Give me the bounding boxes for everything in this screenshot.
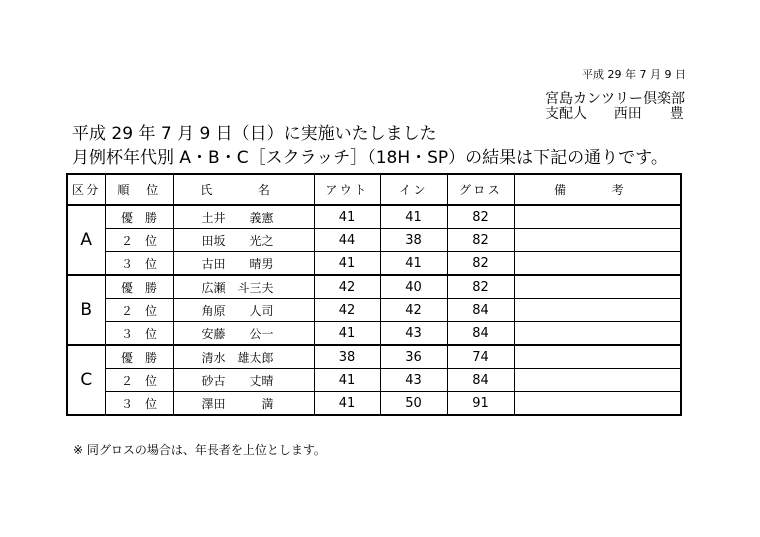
division-cell: A [67, 205, 105, 275]
table-row [67, 252, 681, 276]
in-score-cell: 42 [380, 299, 447, 322]
division-cell: B [67, 275, 105, 345]
remarks-cell [514, 205, 681, 229]
gross-score-cell: 84 [447, 299, 514, 322]
player-name-cell: 澤田 満 [173, 392, 314, 416]
table-row [67, 345, 681, 369]
in-score-cell: 36 [380, 345, 447, 369]
table-row [67, 275, 681, 299]
table-header-row [67, 174, 681, 205]
gross-score-cell: 84 [447, 369, 514, 392]
table-row [67, 299, 681, 322]
header-division: 区分 [67, 174, 105, 205]
table-row [67, 392, 681, 416]
tiebreak-note: ※ 同グロスの場合は、年長者を上位とします。 [73, 443, 326, 457]
in-score-cell: 41 [380, 205, 447, 229]
header-out: アウト [314, 174, 380, 205]
out-score-cell: 41 [314, 252, 380, 276]
rank-cell: ２ 位 [105, 369, 173, 392]
gross-score-cell: 84 [447, 322, 514, 346]
in-score-cell: 40 [380, 275, 447, 299]
rank-cell: ３ 位 [105, 392, 173, 416]
club-signature [545, 92, 685, 122]
remarks-cell [514, 369, 681, 392]
out-score-cell: 41 [314, 205, 380, 229]
rank-cell: ３ 位 [105, 322, 173, 346]
header-rank: 順 位 [105, 174, 173, 205]
player-name-cell: 土井 義憲 [173, 205, 314, 229]
division-cell: C [67, 345, 105, 415]
header-in: イン [380, 174, 447, 205]
intro-line-1: 平成 29 年 7 月 9 日（日）に実施いたしました [72, 124, 437, 144]
header-remarks: 備 考 [514, 174, 681, 205]
results-table [66, 173, 682, 416]
remarks-cell [514, 392, 681, 416]
club-name: 宮島カンツリー倶楽部 [545, 91, 685, 107]
player-name-cell: 広瀬 斗三夫 [173, 275, 314, 299]
signatory-role: 支配人 [545, 106, 587, 122]
remarks-cell [514, 275, 681, 299]
table-row [67, 322, 681, 346]
rank-cell: ２ 位 [105, 299, 173, 322]
out-score-cell: 38 [314, 345, 380, 369]
table-row [67, 369, 681, 392]
in-score-cell: 38 [380, 229, 447, 252]
player-name-cell: 田坂 光之 [173, 229, 314, 252]
player-name-cell: 古田 晴男 [173, 252, 314, 276]
in-score-cell: 43 [380, 322, 447, 346]
gross-score-cell: 82 [447, 205, 514, 229]
player-name-cell: 清水 雄太郎 [173, 345, 314, 369]
in-score-cell: 41 [380, 252, 447, 276]
out-score-cell: 41 [314, 392, 380, 416]
out-score-cell: 44 [314, 229, 380, 252]
gross-score-cell: 82 [447, 252, 514, 276]
remarks-cell [514, 252, 681, 276]
rank-cell: 優 勝 [105, 205, 173, 229]
table-row [67, 205, 681, 229]
rank-cell: 優 勝 [105, 345, 173, 369]
in-score-cell: 43 [380, 369, 447, 392]
rank-cell: ２ 位 [105, 229, 173, 252]
intro-text [72, 122, 668, 170]
rank-cell: 優 勝 [105, 275, 173, 299]
remarks-cell [514, 345, 681, 369]
remarks-cell [514, 322, 681, 346]
out-score-cell: 41 [314, 369, 380, 392]
gross-score-cell: 91 [447, 392, 514, 416]
header-name: 氏 名 [173, 174, 314, 205]
document-date: 平成 29 年 7 月 9 日 [582, 68, 686, 81]
header-gross: グロス [447, 174, 514, 205]
out-score-cell: 42 [314, 275, 380, 299]
in-score-cell: 50 [380, 392, 447, 416]
signatory-row [545, 107, 685, 122]
out-score-cell: 42 [314, 299, 380, 322]
gross-score-cell: 74 [447, 345, 514, 369]
table-row [67, 229, 681, 252]
remarks-cell [514, 229, 681, 252]
out-score-cell: 41 [314, 322, 380, 346]
player-name-cell: 安藤 公一 [173, 322, 314, 346]
intro-line-2: 月例杯年代別 A・B・C［スクラッチ］（18H・SP）の結果は下記の通りです。 [72, 148, 668, 168]
signatory-name: 西田 豊 [613, 106, 684, 122]
player-name-cell: 砂古 丈晴 [173, 369, 314, 392]
rank-cell: ３ 位 [105, 252, 173, 276]
remarks-cell [514, 299, 681, 322]
gross-score-cell: 82 [447, 275, 514, 299]
gross-score-cell: 82 [447, 229, 514, 252]
player-name-cell: 角原 人司 [173, 299, 314, 322]
